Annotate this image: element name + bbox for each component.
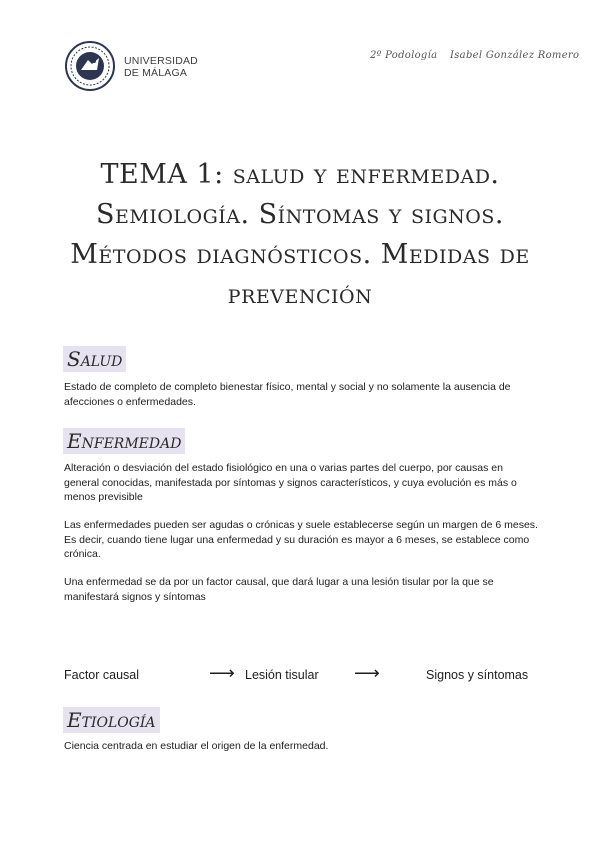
- university-seal-icon: [64, 40, 116, 92]
- flow-step-lesion: Lesión tisular: [245, 668, 319, 682]
- title-line-3: Métodos diagnósticos. Medidas de: [70, 239, 530, 270]
- etiologia-definition: Ciencia centrada en estudiar el origen de la enfermedad.: [64, 740, 329, 752]
- page-header: [0, 0, 600, 110]
- page-title: [60, 155, 540, 315]
- heading-etiologia: Etiología: [63, 707, 160, 733]
- logo-line-1: UNIVERSIDAD: [124, 55, 198, 67]
- heading-salud: Salud: [63, 346, 126, 372]
- enfermedad-cause: Una enfermedad se da por un factor causal, que dará lugar a una lesión tisular por la que se manifestará signos y síntomas: [64, 576, 494, 603]
- flow-step-factor: Factor causal: [64, 668, 140, 682]
- logo-line-2: DE MÁLAGA: [124, 67, 188, 79]
- salud-definition: Estado de completo de completo bienestar físico, mental y social y no solamente la ausencia de afecciones o enfermedades.: [64, 381, 511, 408]
- enfermedad-duration: Las enfermedades pueden ser agudas o crónicas y suele establecerse según un margen de 6 meses. Es decir, cuando tiene lugar una enfermedad y su duración es mayor a 6 meses, se establece como crónica.: [64, 519, 538, 561]
- course-label: 2º Podología: [370, 50, 438, 61]
- arrow-right-icon: ⟶: [209, 663, 235, 683]
- title-line-1: TEMA 1: salud y enfermedad.: [100, 159, 500, 190]
- arrow-right-icon: ⟶: [354, 663, 380, 683]
- heading-enfermedad: Enfermedad: [63, 428, 185, 454]
- university-name: [124, 55, 198, 79]
- title-line-4: prevención: [227, 279, 373, 310]
- title-line-2: Semiología. Síntomas y signos.: [96, 199, 504, 230]
- enfermedad-definition: Alteración o desviación del estado fisiológico en una o varias partes del cuerpo, por causas en general conocidas, manifestada por síntomas y signos característicos, y cuya evolución es más o menos previsible: [64, 462, 517, 504]
- author-name: Isabel González Romero: [450, 50, 580, 61]
- flow-step-signos: Signos y síntomas: [426, 668, 529, 682]
- causal-flow: [64, 663, 544, 688]
